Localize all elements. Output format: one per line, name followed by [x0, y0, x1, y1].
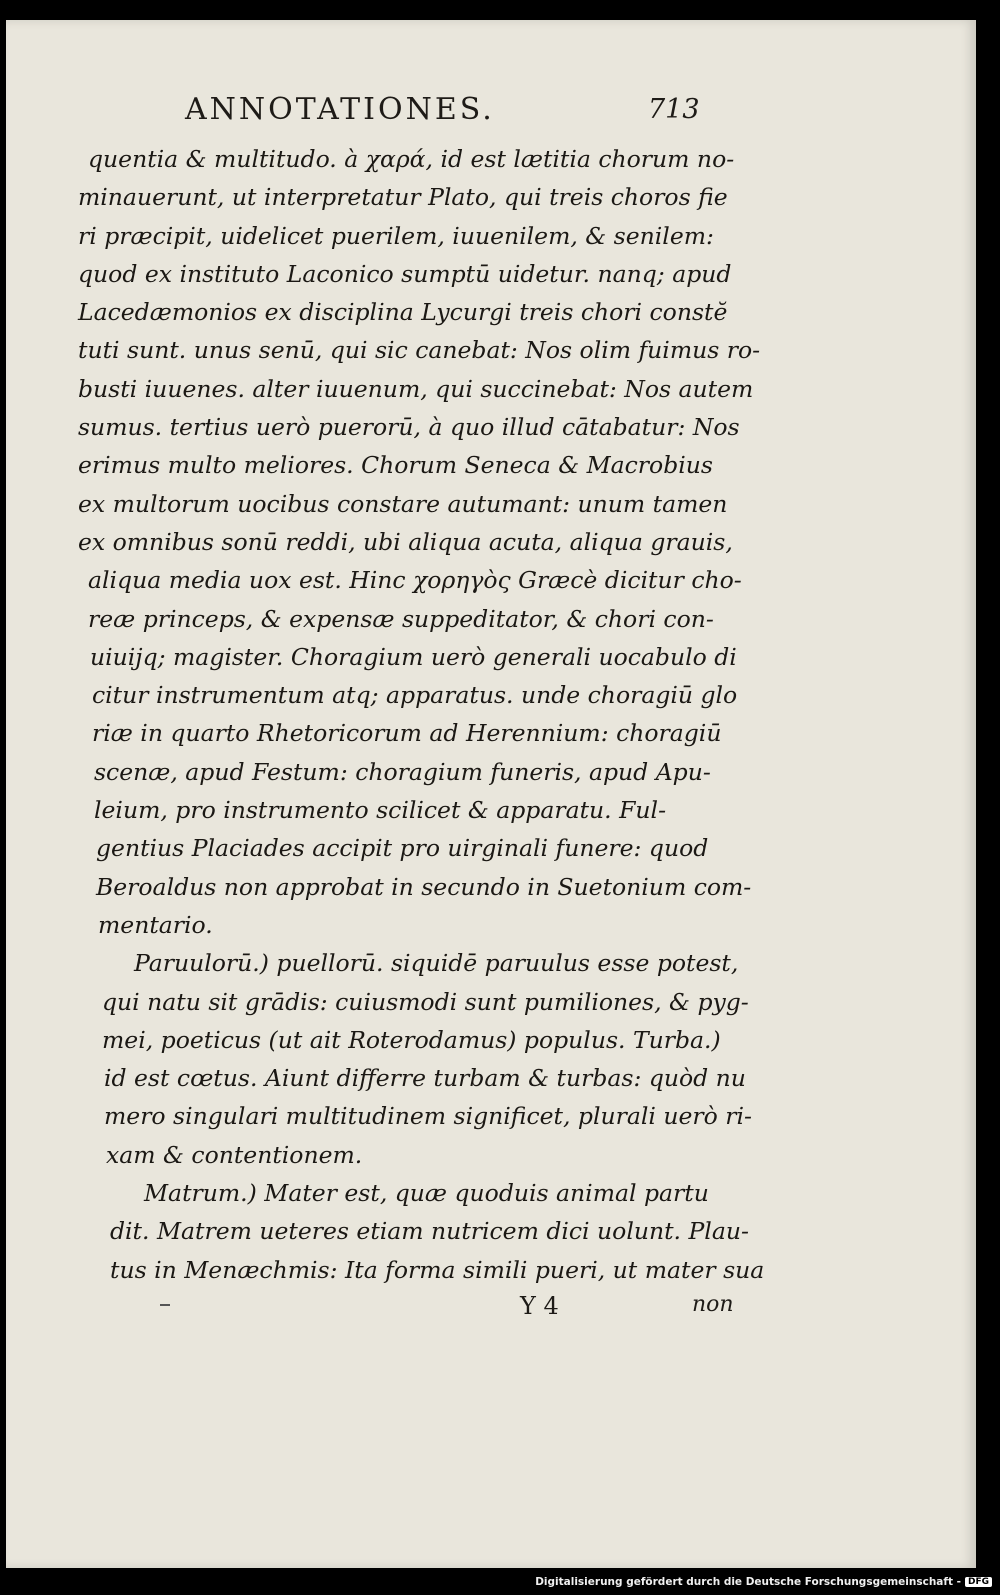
text-line: sumus. tertius uerò puerorū, à quo illud cātabatur: Nos	[78, 413, 740, 442]
text-line: mei, poeticus (ut ait Roterodamus) populus. Turba.)	[102, 1025, 721, 1054]
text-line: qui natu sit grādis: cuiusmodi sunt pumiliones, & pyg-	[102, 987, 749, 1016]
text-line: dit. Matrem ueteres etiam nutricem dici uolunt. Plau-	[110, 1217, 749, 1246]
dfg-logo-icon: DFG	[965, 1577, 992, 1587]
text-line: busti iuuenes. alter iuuenum, qui succinebat: Nos autem	[78, 374, 754, 403]
text-line: aliqua media uox est. Hinc χορηγὸς Græcè dicitur cho-	[88, 566, 742, 595]
signature-mark: Y 4	[520, 1292, 559, 1320]
text-line: ex multorum uocibus constare autumant: unum tamen	[78, 489, 728, 518]
text-line: uiuijq; magister. Choragium uerò generali uocabulo di	[90, 642, 737, 671]
text-line: mero singulari multitudinem significet, plurali uerò ri-	[104, 1102, 752, 1131]
text-line: quentia & multitudo. à χαρά, id est lætitia chorum no-	[88, 145, 735, 173]
text-line: ex omnibus sonū reddi, ubi aliqua acuta, aliqua grauis,	[78, 527, 733, 556]
text-line: Lacedæmonios ex disciplina Lycurgi treis chori constĕ	[78, 298, 728, 327]
digitization-note: Digitalisierung gefördert durch die Deutsche Forschungsgemeinschaft -	[535, 1576, 961, 1588]
running-head: ANNOTATIONES.	[185, 92, 495, 127]
text-line: Paruulorū.) puellorū. siquidē paruulus esse potest,	[134, 949, 739, 978]
text-line: scenæ, apud Festum: choragium funeris, apud Apu-	[94, 757, 711, 786]
text-line: xam & contentionem.	[106, 1140, 363, 1169]
digitization-footer	[535, 1573, 992, 1591]
text-line: citur instrumentum atq; apparatus. unde choragiū glo	[92, 681, 738, 710]
page-number: 713	[648, 94, 700, 125]
text-line: riæ in quarto Rhetoricorum ad Herennium: choragiū	[92, 719, 722, 748]
text-line: leium, pro instrumento scilicet & apparatu. Ful-	[94, 796, 667, 825]
text-line: quod ex instituto Laconico sumptū uidetur. nanq; apud	[78, 259, 732, 288]
page-body	[78, 140, 765, 1289]
text-line: ri præcipit, uidelicet puerilem, iuuenilem, & senilem:	[78, 221, 714, 250]
text-line: minauerunt, ut interpretatur Plato, qui treis choros fie	[78, 183, 728, 212]
text-line: Matrum.) Mater est, quæ quoduis animal partu	[144, 1179, 709, 1208]
text-line: id est cœtus. Aiunt differre turbam & turbas: quòd nu	[104, 1064, 746, 1093]
text-line: tuti sunt. unus senū, qui sic canebat: Nos olim fuimus ro-	[78, 336, 761, 365]
text-line: reæ princeps, & expensæ suppeditator, & chori con-	[88, 604, 714, 633]
text-line: gentius Placiades accipit pro uirginali funere: quod	[96, 834, 709, 863]
margin-mark	[160, 1304, 170, 1306]
text-line: mentario.	[98, 910, 213, 939]
text-line: erimus multo meliores. Chorum Seneca & Macrobius	[78, 451, 713, 480]
catchword: non	[692, 1292, 734, 1317]
text-line: Beroaldus non approbat in secundo in Suetonium com-	[96, 872, 752, 901]
text-line: tus in Menæchmis: Ita forma simili pueri, ut mater sua	[110, 1255, 765, 1284]
